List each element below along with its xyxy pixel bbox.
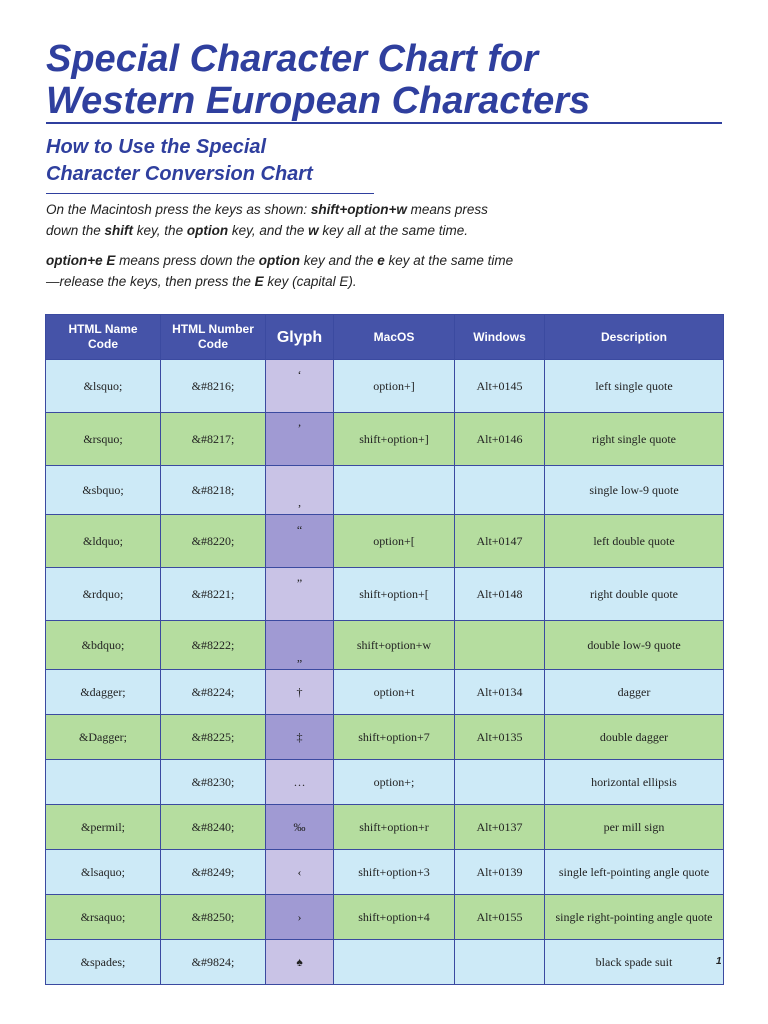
table-row [46,413,724,466]
table-row [46,466,724,515]
section-heading [46,134,446,188]
description-cell: double low-9 quote [545,621,724,670]
text-run: e [377,253,385,268]
html-number-code-cell: &#8217; [161,413,266,466]
text-run: option+e E [46,253,116,268]
subtitle-line-2: Character Conversion Chart [46,163,313,185]
text-run: option [186,223,229,238]
html-number-code-cell: &#8221; [161,568,266,621]
table-row [46,360,724,413]
table-row [46,850,724,895]
macos-keys-cell: shift+option+w [334,621,455,670]
windows-code-cell: Alt+0155 [455,895,545,940]
glyph-cell: ‡ [266,715,334,760]
table-row [46,515,724,568]
text-run: key and the [299,253,378,268]
page-number: 1 [716,956,722,967]
windows-code-cell: Alt+0139 [455,850,545,895]
table-row [46,895,724,940]
table-row [46,715,724,760]
title-line-1: Special Character Chart for [46,38,539,80]
html-name-code-cell: &rsquo; [46,413,161,466]
windows-code-cell: Alt+0135 [455,715,545,760]
header-name-code: HTML Name Code [46,315,161,360]
html-name-code-cell: &Dagger; [46,715,161,760]
header-glyph: Glyph [266,315,334,360]
text-run: means press down the [46,202,488,238]
description-cell: dagger [545,670,724,715]
html-number-code-cell: &#8249; [161,850,266,895]
description-cell: right single quote [545,413,724,466]
description-cell: right double quote [545,568,724,621]
windows-code-cell: Alt+0147 [455,515,545,568]
glyph-cell: › [266,895,334,940]
html-name-code-cell: &rsaquo; [46,895,161,940]
html-number-code-cell: &#8218; [161,466,266,515]
text-run: shift+option+w [310,202,407,217]
description-cell: black spade suit [545,940,724,985]
html-name-code-cell: &ldquo; [46,515,161,568]
windows-code-cell: Alt+0134 [455,670,545,715]
glyph-cell: „ [266,621,334,670]
macos-keys-cell [334,466,455,515]
table-row [46,805,724,850]
table-row [46,621,724,670]
html-number-code-cell: &#8222; [161,621,266,670]
windows-code-cell [455,466,545,515]
windows-code-cell: Alt+0137 [455,805,545,850]
glyph-cell: ♠ [266,940,334,985]
table-row [46,940,724,985]
text-run: key at the same time—release the keys, then press the [46,253,514,289]
description-cell: single low-9 quote [545,466,724,515]
header-windows: Windows [455,315,545,360]
header-macos: MacOS [334,315,455,360]
title-line-2: Western European Characters [46,80,591,122]
glyph-cell: ” [266,568,334,621]
html-number-code-cell: &#8225; [161,715,266,760]
glyph-cell: ’ [266,413,334,466]
windows-code-cell [455,621,545,670]
macos-keys-cell: shift+option+7 [334,715,455,760]
windows-code-cell: Alt+0145 [455,360,545,413]
special-character-table [45,314,724,985]
html-name-code-cell: &lsquo; [46,360,161,413]
table-row [46,568,724,621]
header-number-code: HTML Number Code [161,315,266,360]
html-number-code-cell: &#8250; [161,895,266,940]
macos-keys-cell: shift+option+r [334,805,455,850]
description-cell: left single quote [545,360,724,413]
html-name-code-cell: &dagger; [46,670,161,715]
macos-keys-cell: option+] [334,360,455,413]
macos-keys-cell: option+t [334,670,455,715]
windows-code-cell: Alt+0146 [455,413,545,466]
html-name-code-cell: &permil; [46,805,161,850]
description-cell: left double quote [545,515,724,568]
glyph-cell: “ [266,515,334,568]
html-name-code-cell: &sbquo; [46,466,161,515]
subtitle-rule [46,193,374,194]
description-cell: per mill sign [545,805,724,850]
html-number-code-cell: &#8216; [161,360,266,413]
instruction-paragraph-1 [46,199,516,241]
macos-keys-cell: shift+option+[ [334,568,455,621]
text-run: On the Macintosh press the keys as shown: [46,202,311,217]
html-number-code-cell: &#8230; [161,760,266,805]
text-run: option [258,253,300,268]
subtitle-line-1: How to Use the Special [46,136,267,158]
description-cell: horizontal ellipsis [545,760,724,805]
glyph-cell: ‘ [266,360,334,413]
macos-keys-cell: shift+option+4 [334,895,455,940]
macos-keys-cell: shift+option+3 [334,850,455,895]
html-number-code-cell: &#8220; [161,515,266,568]
html-number-code-cell: &#9824; [161,940,266,985]
text-run: shift [104,223,134,238]
macos-keys-cell: shift+option+] [334,413,455,466]
description-cell: single left-pointing angle quote [545,850,724,895]
glyph-cell: † [266,670,334,715]
text-run: key all at the same time. [318,223,468,238]
text-run: key (capital E). [263,274,357,289]
windows-code-cell: Alt+0148 [455,568,545,621]
glyph-cell: … [266,760,334,805]
windows-code-cell [455,940,545,985]
text-run: key, and the [228,223,309,238]
glyph-cell: ‚ [266,466,334,515]
macos-keys-cell: option+[ [334,515,455,568]
page-title [46,38,726,122]
html-name-code-cell: &rdquo; [46,568,161,621]
html-name-code-cell: &spades; [46,940,161,985]
html-name-code-cell [46,760,161,805]
text-run: w [308,223,319,238]
html-number-code-cell: &#8224; [161,670,266,715]
table-header-row [46,315,724,360]
windows-code-cell [455,760,545,805]
macos-keys-cell: option+; [334,760,455,805]
html-number-code-cell: &#8240; [161,805,266,850]
macos-keys-cell [334,940,455,985]
glyph-cell: ‰ [266,805,334,850]
glyph-cell: ‹ [266,850,334,895]
instruction-paragraph-2 [46,250,516,292]
html-name-code-cell: &lsaquo; [46,850,161,895]
description-cell: double dagger [545,715,724,760]
description-cell: single right-pointing angle quote [545,895,724,940]
text-run: key, the [133,223,187,238]
table-row [46,670,724,715]
text-run: E [254,274,264,289]
header-description: Description [545,315,724,360]
title-rule [46,122,722,124]
text-run: means press down the [115,253,259,268]
table-row [46,760,724,805]
html-name-code-cell: &bdquo; [46,621,161,670]
